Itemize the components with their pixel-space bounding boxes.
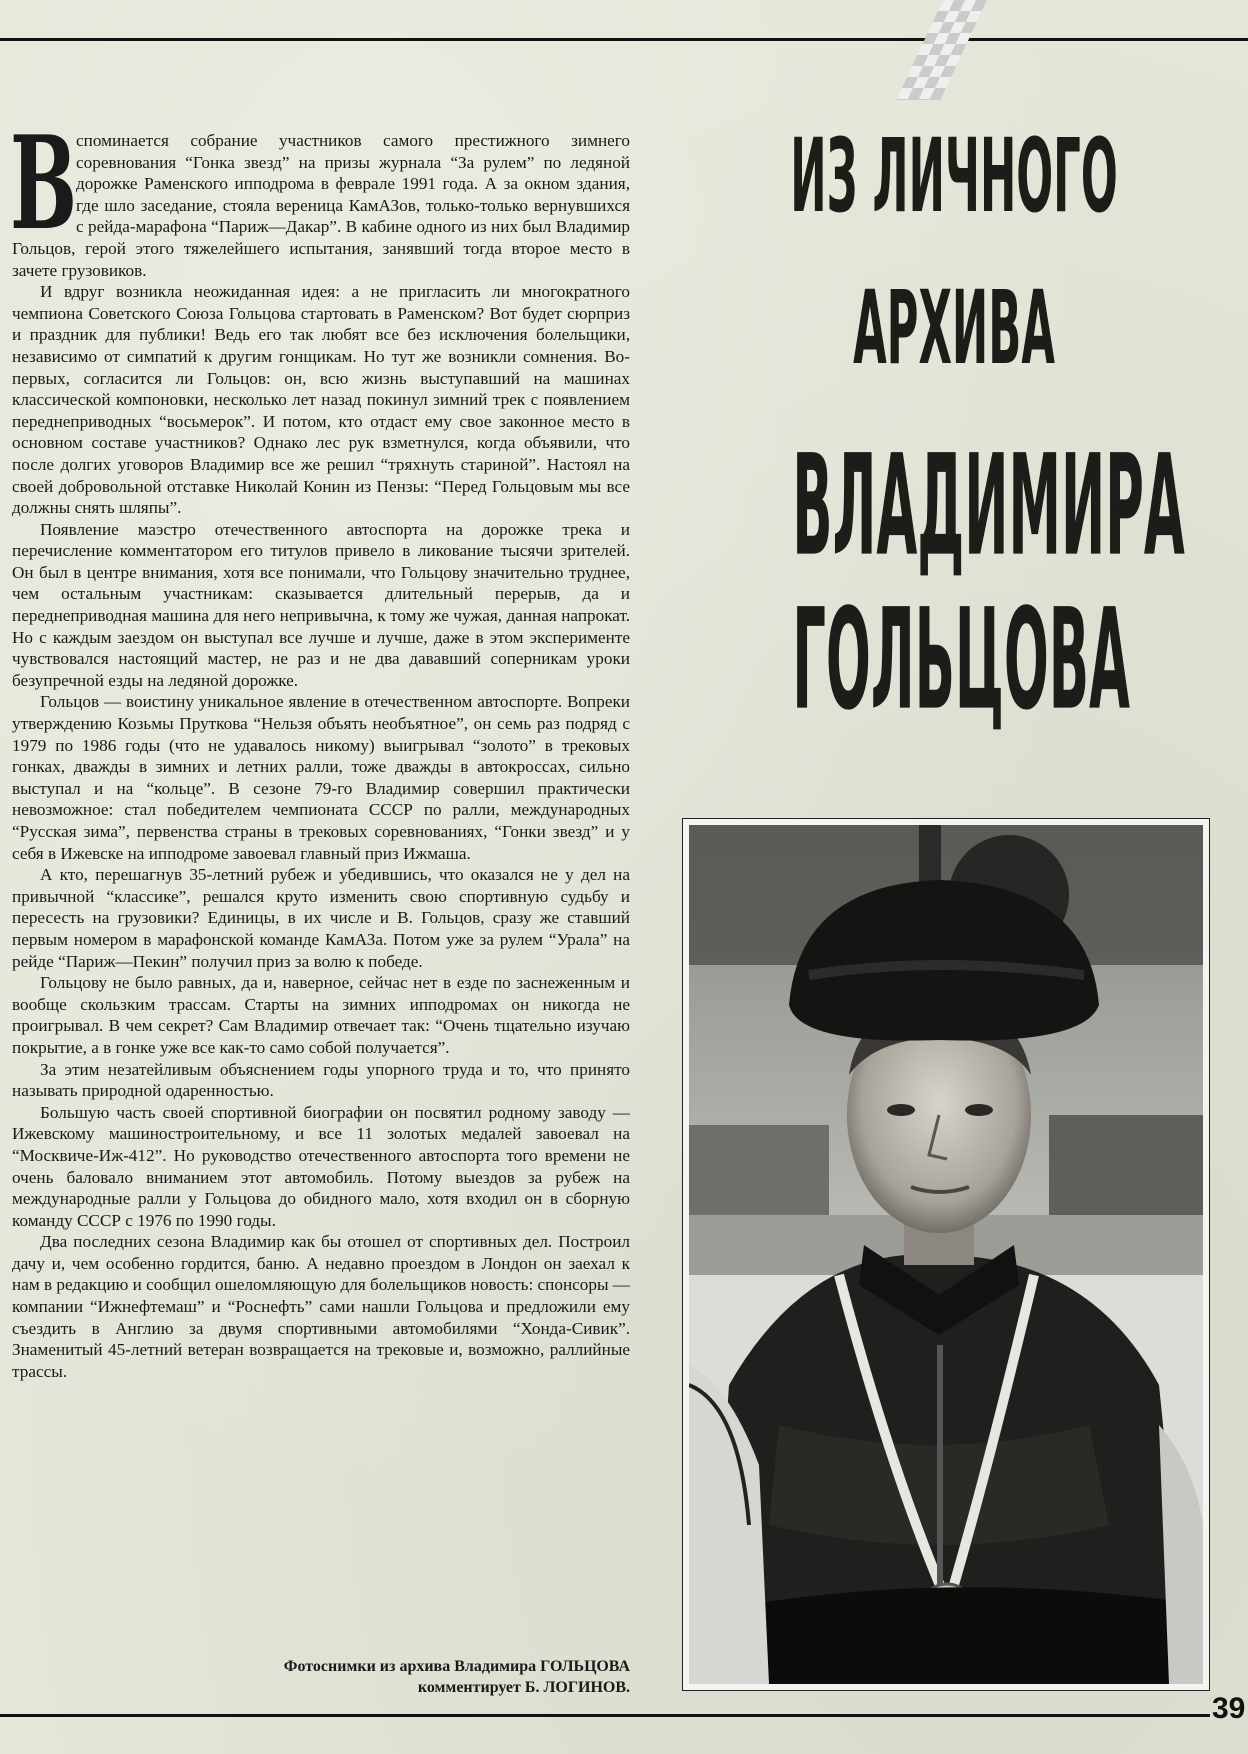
portrait-photo [682,818,1210,1691]
top-rule [0,38,1248,41]
article-body [10,109,630,1382]
paragraph-text: споминается собрание участников самого престижного зимнего соревнования “Гонка звезд” на призы журнала “За рулем” по ледяной дорожке Раменского ипподрома в феврале 1991 года. А за окном здания, где шло заседание, стояла вереница КамАЗов, только-только вернувшихся с рейда-марафона “Париж—Дакар”. В кабине одного из них был Владимир Гольцов, герой этого тяжелейшего испытания, занявший тогда второе место в зачете грузовиков. [12,131,630,280]
article-paragraph [10,109,630,281]
article-paragraph: Большую часть своей спортивной биографии он посвятил родному заводу — Ижевскому машиностроительному, и все 11 золотых медалей завоевал на “Москвиче-Иж-412”. Но руководство отечественного автоспорта того времени не очень баловало вниманием этот автомобиль. Потому выездов за рубеж на международные ралли у Гольцова до обидного мало, хотя входил он в сборную команду СССР с 1976 по 1990 годы. [12,1102,630,1230]
headline-line-2: АРХИВА [853,268,1055,388]
headline-line-4: ГОЛЬЦОВА [792,578,1130,741]
article-paragraph: За этим незатейливым объяснением годы упорного труда и то, что принято называть природной одаренностью. [12,1059,630,1101]
article-paragraph: А кто, перешагнув 35-летний рубеж и убедившись, что оказался не у дел на привычной “классике”, решался круто изменить свою спортивную судьбу и пересесть на грузовики? Единицы, в их числе и В. Гольцов, сразу же ставший первым номером в марафонской команде КамАЗа. Потом уже за рулем “Урала” на рейде “Париж—Пекин” получил приз за волю к победе. [12,865,630,971]
article-paragraph: Появление маэстро отечественного автоспорта на дорожке трека и перечисление комментатором его титулов привело в ликование тысячи зрителей. Он был в центре внимания, хотя все понимали, что Гольцову значительно труднее, чем остальным участникам: сказывается длительный перерыв, да и переднеприводная машина для него непривычна, к тому же чужая, данная напрокат. Но с каждым заездом он выступал все лучше и лучше, даже в этом эксперименте чувствовался настоящий мастер, не раз и не два дававший соперникам уроки безупречной езды на ледяной дорожке. [12,519,630,690]
article-paragraph: Гольцову не было равных, да и, наверное, сейчас нет в езде по заснеженным и вообще скользким трассам. Старты на зимних ипподромах он никогда не проигрывал. В чем секрет? Сам Владимир отвечает так: “Очень тщательно изучаю покрытие, а в гонке уже все как-то само собой получается”. [12,973,630,1057]
article-paragraph: Гольцов — воистину уникальное явление в отечественном автоспорте. Вопреки утверждению Козьмы Пруткова “Нельзя объять необъятное”, он семь раз подряд с 1979 по 1986 годы (что не удавалось никому) выигрывал “золото” в трековых гонках, дважды в зимних и летних ралли, тоже дважды в автокроссах, сильно выступал и на “кольце”. В сезоне 79-го Владимир совершил практически невозможное: стал победителем чемпионата СССР по ралли, международных “Русская зима”, первенства страны в трековых соревнованиях, “Гонки звезд” и у себя в Ижевске на ипподроме завоевал главный приз Ижмаша. [12,692,630,863]
checkered-flag-decoration [895,0,1005,100]
bottom-rule [0,1714,1210,1717]
headline-line-3: ВЛАДИМИРА [792,424,1185,587]
page-number: 39 [1212,1692,1246,1725]
credit-line-1: Фотоснимки из архива Владимира ГОЛЬЦОВА [283,1658,630,1675]
headline-line-1: ИЗ ЛИЧНОГО [790,116,1118,236]
article-paragraph: Два последних сезона Владимир как бы отошел от спортивных дел. Построил дачу и, чем особенно гордится, баню. А недавно проездом в Лондон он заехал к нам в редакцию и сообщил ошеломляющую для болельщиков новость: спонсоры — компании “Ижнефтемаш” и “Роснефть” сами нашли Гольцова и предложили ему съездить в Англию за двумя спортивными автомобилями “Хонда-Сивик”. Знаменитый 45-летний ветеран возвращается на трековые и, возможно, раллийные трассы. [12,1232,630,1381]
drop-cap: В [10,109,78,259]
article-paragraph: И вдруг возникла неожиданная идея: а не пригласить ли многократного чемпиона Советского Союза Гольцова стартовать в Раменском? Вот будет сюрприз и праздник для публики! Ведь его так любят все без исключения болельщики, независимо от симпатий к другим гонщикам. Но тут же возникли сомнения. Во-первых, согласится ли Гольцов: он, всю жизнь выступавший на машинах классической компоновки, несколько лет назад покинул зимний трек с появлением переднеприводных “восьмерок”. И потом, кто отдаст ему свое законное место в основном составе участников? Однако лес рук взметнулся, когда объявили, что после долгих уговоров Владимир все же решил “тряхнуть стариной”. Настоял на своей добровольной отставке Николай Конин из Пензы: “Перед Гольцовым мы все должны снять шляпы”. [12,282,630,518]
photo-credit [12,1656,630,1698]
credit-line-2: комментирует Б. ЛОГИНОВ. [417,1679,630,1696]
portrait-photo-image [689,825,1203,1684]
